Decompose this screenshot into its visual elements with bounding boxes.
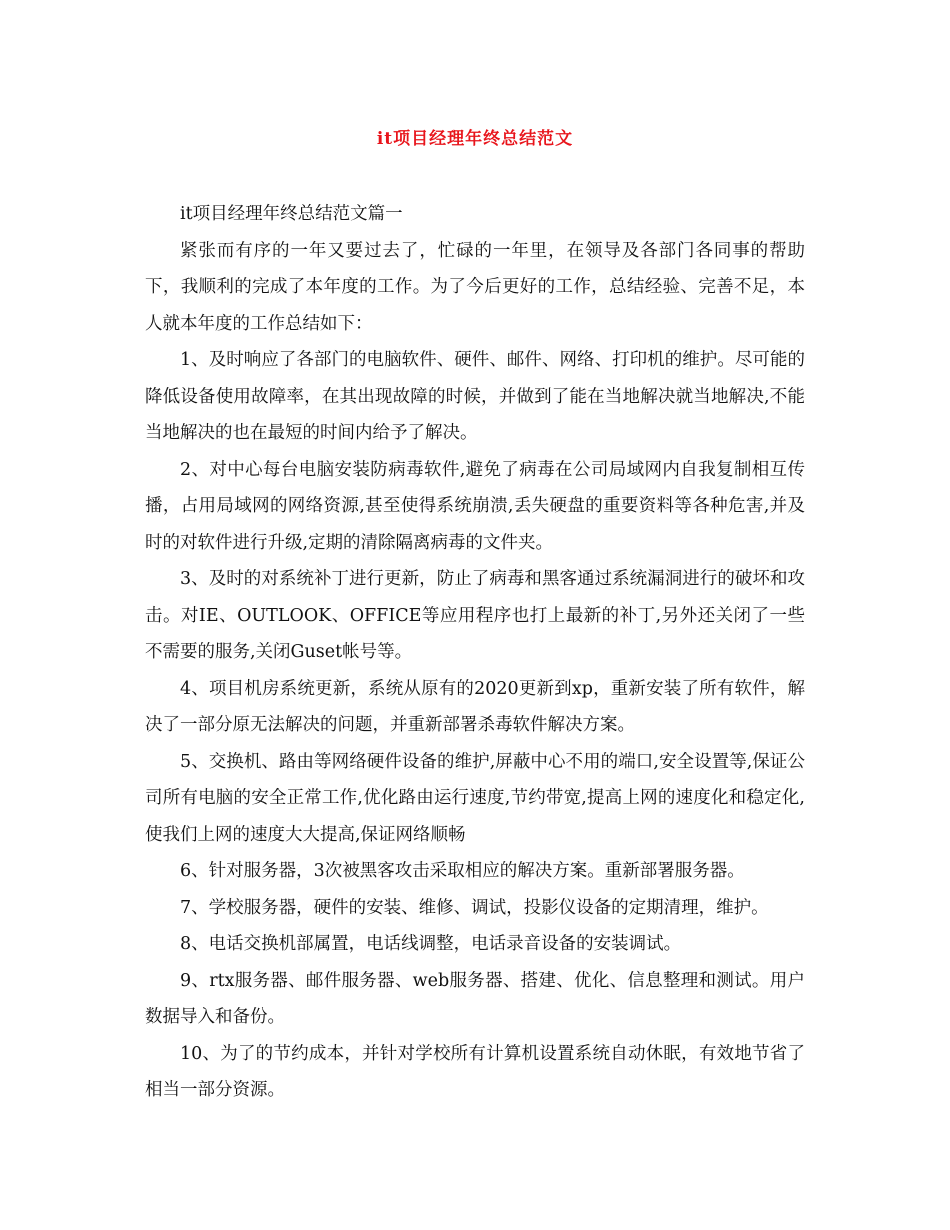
intro-paragraph: 紧张而有序的一年又要过去了，忙碌的一年里，在领导及各部门各同事的帮助下，我顺利的完成了本年度的工作。为了今后更好的工作，总结经验、完善不足，本人就本年度的工作总结如下： bbox=[145, 240, 805, 334]
list-item: 8、电话交换机部属置，电话线调整，电话录音设备的安装调试。 bbox=[180, 934, 682, 954]
list-item: 6、针对服务器，3次被黑客攻击采取相应的解决方案。重新部署服务器。 bbox=[180, 861, 745, 881]
list-item: 7、学校服务器，硬件的安装、维修、调试，投影仪设备的定期清理，维护。 bbox=[180, 897, 769, 918]
document-title: it项目经理年终总结范文 bbox=[376, 129, 574, 149]
list-item: 2、对中心每台电脑安装防病毒软件,避免了病毒在公司局域网内自我复制相互传播，占用局域网的网络资源,甚至使得系统崩溃,丢失硬盘的重要资料等各种危害,并及时的对软件进行升级,定期的清除隔离病毒的文件夹。 bbox=[145, 459, 805, 553]
list-item: 1、及时响应了各部门的电脑软件、硬件、邮件、网络、打印机的维护。尽可能的降低设备使用故障率，在其出现故障的时候，并做到了能在当地解决就当地解决,不能当地解决的也在最短的时间内给予了解决。 bbox=[145, 350, 805, 443]
list-item: 3、及时的对系统补丁进行更新，防止了病毒和黑客通过系统漏洞进行的破坏和攻击。对IE、OUTLOOK、OFFICE等应用程序也打上最新的补丁,另外还关闭了一些不需要的服务,关闭Guset帐号等。 bbox=[145, 569, 805, 662]
section-heading: it项目经理年终总结范文篇一 bbox=[180, 204, 403, 224]
list-item: 10、为了的节约成本，并针对学校所有计算机设置系统自动休眠，有效地节省了相当一部分资源。 bbox=[145, 1043, 805, 1100]
document-body bbox=[145, 196, 805, 1109]
list-item: 9、rtx服务器、邮件服务器、web服务器、搭建、优化、信息整理和测试。用户数据导入和备份。 bbox=[145, 970, 805, 1027]
list-item: 5、交换机、路由等网络硬件设备的维护,屏蔽中心不用的端口,安全设置等,保证公司所有电脑的安全正常工作,优化路由运行速度,节约带宽,提高上网的速度化和稳定化,使我们上网的速度大大提高,保证网络顺畅 bbox=[145, 751, 805, 845]
list-item: 4、项目机房系统更新，系统从原有的2020更新到xp，重新安装了所有软件，解决了一部分原无法解决的问题，并重新部署杀毒软件解决方案。 bbox=[145, 678, 805, 735]
